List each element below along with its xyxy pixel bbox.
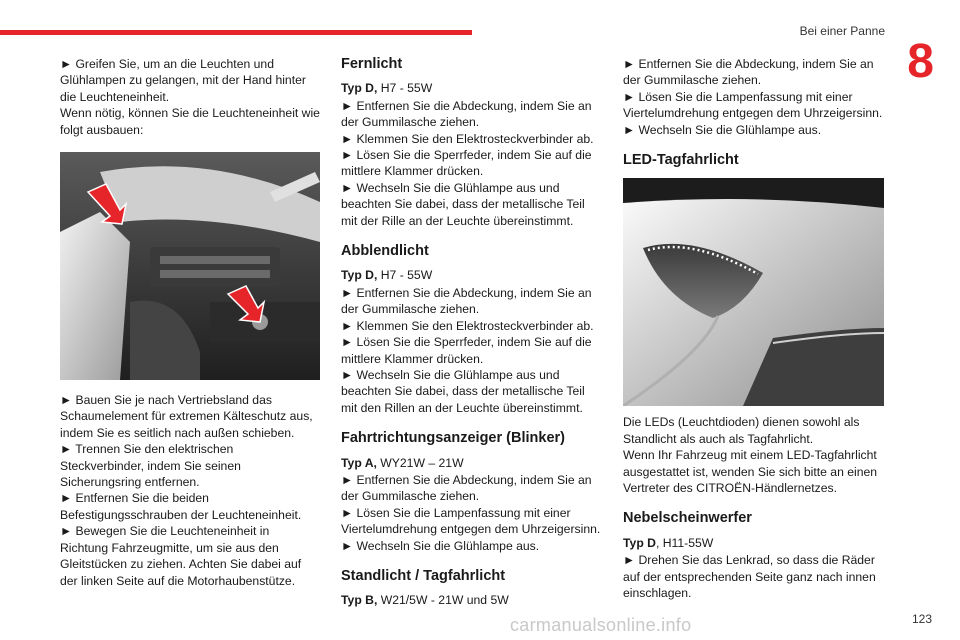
paragraph: Wenn nötig, können Sie die Leuchteneinheit wie folgt ausbauen: — [60, 106, 320, 137]
instruction-step: ► Wechseln Sie die Glühlampe aus. — [623, 122, 885, 138]
heading-standlicht: Standlicht / Tagfahrlicht — [341, 567, 506, 584]
heading-fernlicht: Fernlicht — [341, 56, 403, 72]
instruction-step: ► Lösen Sie die Sperrfeder, indem Sie auf die mittlere Klammer drücken. — [341, 147, 603, 180]
instruction-step: ► Wechseln Sie die Glühlampe aus und beachten Sie dabei, dass der metallische Teil mit der Rille an der Leuchte übereinstimmt. — [341, 180, 603, 229]
instruction-step: ► Trennen Sie den elektrischen Steckverbinder, indem Sie seinen Sicherungsring entfernen. — [60, 441, 320, 490]
instruction-step: ► Klemmen Sie den Elektrosteckverbinder ab. — [341, 318, 603, 334]
heading-nebelscheinwerfer: Nebelscheinwerfer — [623, 510, 752, 527]
instruction-step: ► Entfernen Sie die beiden Befestigungsschrauben der Leuchteneinheit. — [60, 490, 320, 523]
watermark: carmanualsonline.info — [510, 615, 692, 635]
red-accent-bar — [0, 30, 472, 35]
paragraph: Die LEDs (Leuchtdioden) dienen sowohl als Standlicht als auch als Tagfahrlicht. — [623, 415, 860, 446]
paragraph: Wenn Ihr Fahrzeug mit einem LED-Tagfahrlicht ausgestattet ist, wenden Sie sich bitte an einen Vertreter des CITROËN-Händlernetzes. — [623, 448, 878, 496]
instruction-step: ► Bewegen Sie die Leuchteneinheit in Richtung Fahrzeugmitte, um sie aus den Gleitstücken zu ziehen. Achten Sie dabei auf der linken Seite auf die Motorhaubenstütze. — [60, 523, 320, 589]
heading-abblendlicht: Abblendlicht — [341, 243, 429, 260]
instruction-step: ► Greifen Sie, um an die Leuchten und Glühlampen zu gelangen, mit der Hand hinter die Leuchteneinheit. — [60, 56, 320, 105]
column-middle — [341, 56, 603, 610]
heading-blinker: Fahrtrichtungsanzeiger (Blinker) — [341, 430, 565, 447]
heading-led-tagfahrlicht: LED-Tagfahrlicht — [623, 152, 739, 169]
bulb-type: Typ D, H7 - 55W — [341, 81, 433, 96]
bulb-type: Typ D, H7 - 55W — [341, 268, 433, 283]
chapter-number: 8 — [907, 35, 934, 88]
bulb-type: Typ A, WY21W – 21W — [341, 455, 464, 470]
instruction-step: ► Wechseln Sie die Glühlampe aus und beachten Sie dabei, dass der metallische Teil mit den Rillen an der Leuchte übereinstimmt. — [341, 367, 603, 416]
instruction-step: ► Entfernen Sie die Abdeckung, indem Sie an der Gummilasche ziehen. — [341, 472, 603, 505]
instruction-step: ► Lösen Sie die Lampenfassung mit einer Viertelumdrehung entgegen dem Uhrzeigersinn. — [341, 505, 603, 538]
headlight-photo — [623, 178, 884, 406]
instruction-step: ► Lösen Sie die Sperrfeder, indem Sie auf die mittlere Klammer drücken. — [341, 334, 603, 367]
instruction-step: ► Klemmen Sie den Elektrosteckverbinder ab. — [341, 131, 603, 147]
engine-bay-photo — [60, 152, 320, 380]
column-right — [623, 56, 885, 602]
instruction-step: ► Lösen Sie die Lampenfassung mit einer Viertelumdrehung entgegen dem Uhrzeigersinn. — [623, 89, 885, 122]
instruction-step: ► Wechseln Sie die Glühlampe aus. — [341, 538, 603, 554]
instruction-step: ► Bauen Sie je nach Vertriebsland das Schaumelement für extremen Kälteschutz aus, indem Sie es seitlich nach außen schieben. — [60, 392, 320, 441]
bulb-type: Typ B, W21/5W - 21W und 5W — [341, 593, 509, 608]
section-title: Bei einer Panne — [799, 24, 885, 38]
page-number: 123 — [911, 612, 932, 626]
instruction-step: ► Entfernen Sie die Abdeckung, indem Sie an der Gummilasche ziehen. — [623, 56, 885, 89]
instruction-step: ► Entfernen Sie die Abdeckung, indem Sie an der Gummilasche ziehen. — [341, 98, 603, 131]
column-left — [60, 56, 320, 589]
bulb-type: Typ D, H11-55W — [623, 535, 714, 550]
instruction-step: ► Drehen Sie das Lenkrad, so dass die Räder auf der entsprechenden Seite ganz nach innen einschlagen. — [623, 552, 885, 601]
instruction-step: ► Entfernen Sie die Abdeckung, indem Sie an der Gummilasche ziehen. — [341, 285, 603, 318]
